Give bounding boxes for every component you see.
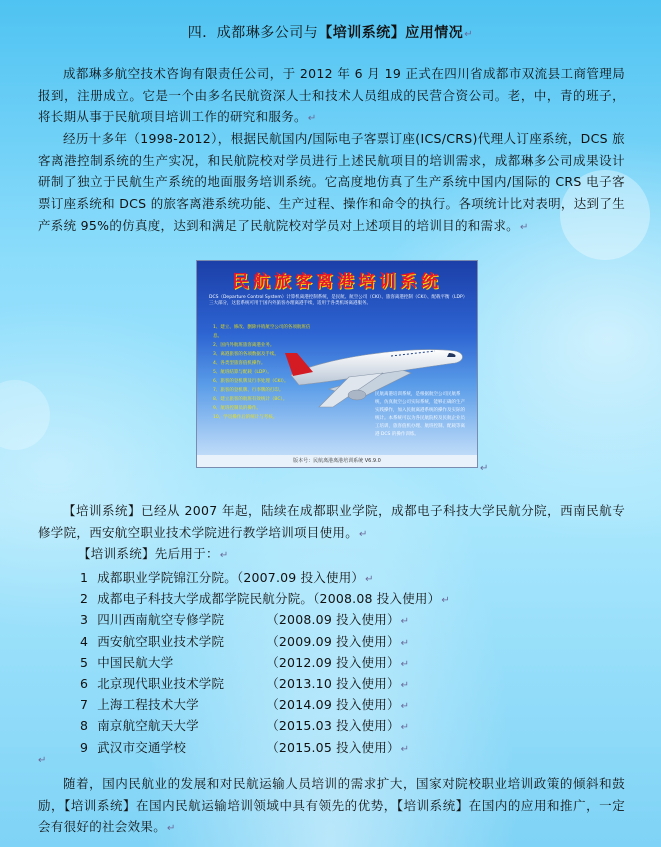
paragraph-mark-icon: ↵ [400,658,410,670]
figure-feature-item: 1、建立、修改、删除并销航空公司的各项航班信息。 [213,325,311,339]
intro-paragraph-2 [38,128,625,239]
list-item [80,673,450,694]
figure-feature-item: 3、离港旅客的各项数据及手续。 [213,352,279,357]
paragraph-mark-icon: ↵ [167,823,176,835]
training-system-screenshot [196,260,478,468]
list-item-institution: 中国民航大学 [97,654,174,670]
list-item-number: 6 [80,675,89,691]
closing-paragraph [38,773,625,840]
intro-paragraph-2-text: 经历十多年（1998-2012），根据民航国内/国际电子客票订座(ICS/CRS)代理人订座系统，DCS 旅客离港控制系统的生产实况，和民航院校对学员进行上述民航项目的培训需求，成都琳多公司成果设计研制了独立于民航生产系统的地面服务培训系统。它高度地仿真了生产系统中国内/国际的 CRS 电子客票订座系统和 DCS 的旅客离港系统功能、生产过程、操作和命令的执行。各项统计比对表明，达到了生产系统 95%的仿真度，达到和满足了民航院校对学员对上述项目的培训目的和需求。 [38,131,625,233]
paragraph-mark-icon: ↵ [464,29,474,40]
list-item [80,652,450,673]
figure-feature-item: 5、航班结算与配载（LDP）。 [213,370,272,375]
list-item [80,737,450,758]
list-item [80,567,450,588]
list-item-number: 5 [80,654,89,670]
figure-title: 民航旅客离港培训系统 [232,272,442,292]
usage-intro-paragraph [38,500,625,545]
list-item-date: （2014.09 投入使用） [266,697,400,713]
paragraph-mark-icon: ↵ [400,616,410,628]
figure-feature-item: 9、航班控制员的操作。 [213,406,261,411]
list-item-institution: 四川西南航空专修学院 [97,612,225,628]
paragraph-mark-icon: ↵ [359,528,368,540]
usage-list [80,567,450,758]
figure-feature-list [213,323,315,422]
list-item [80,631,450,652]
closing-text: 随着，国内民航业的发展和对民航运输人员培训的需求扩大，国家对院校职业培训政策的倾斜和鼓励，【培训系统】在国内民航运输培训领域中具有领先的优势，【培训系统】在国内的应用和推广，一定会有很好的社会效果。 [38,776,625,835]
list-item-date: （2015.03 投入使用） [266,718,400,734]
paragraph-mark-icon: ↵ [219,550,229,561]
list-item-number: 3 [80,612,89,628]
list-item-date: （2008.08 投入使用） [313,591,441,607]
paragraph-mark-icon: ↵ [441,595,450,607]
paragraph-mark-icon: ↵ [400,701,410,713]
list-item-date: （2007.09 投入使用） [236,570,365,585]
list-item-institution: 成都电子科技大学成都学院民航分院。 [97,591,314,607]
list-item-date: （2008.09 投入使用） [266,612,400,628]
intro-paragraph-1-text: 成都琳多航空技术咨询有限责任公司，于 2012 年 6 月 19 正式在四川省成都市双流县工商管理局报到，注册成立。它是一个由多名民航资深人士和技术人员组成的民营合资公司。老，中，青的班子，将长期从事于民航项目培训工作的研究和服务。 [38,66,625,125]
paragraph-mark-icon: ↵ [365,574,374,585]
list-item-institution: 成都职业学院锦江分院。 [97,570,237,585]
figure-feature-item: 2、国内外航班旅客离港业务。 [213,343,275,348]
paragraph-mark-icon: ↵ [307,113,317,125]
list-item-institution: 北京现代职业技术学院 [97,675,225,691]
figure-feature-item: 4、各类型旅客值机操作。 [213,361,266,366]
list-item [80,609,450,630]
figure-feature-item: 8、建立旅客的航班有效统计（BC）。 [213,397,288,402]
paragraph-mark-icon: ↵ [480,463,489,474]
page-title [0,22,661,42]
figure-description-text: 民航离港培训系统，是根据航空公司民航系统，仿真航空公司实际系统，能够正确的生产实践操作，加入民航离港系统的操作及实际的统计。本系统可以为各民航院校及民航企业员工培训，旅客值机办理、航班控制、配载等离港 DCS 的操作训练。 [375,392,465,437]
figure-footer: 版本号：民航离港离港培训系统 V6.9.0 [197,455,477,467]
list-item-number: 8 [80,718,89,734]
list-item-number: 9 [80,739,89,755]
usage-lead [78,543,625,567]
paragraph-mark-icon: ↵ [519,221,529,233]
title-bold: 【培训系统】应用情况 [318,25,464,41]
figure-feature-item: 7、旅客的登机牌、行李牌的打印。 [213,388,284,393]
list-item-number: 7 [80,697,89,713]
list-item-date: （2013.10 投入使用） [266,675,400,691]
list-item-institution: 武汉市交通学校 [97,739,187,755]
usage-intro-text: 【培训系统】已经从 2007 年起，陆续在成都职业学院，成都电子科技大学民航分院，西南民航专修学院，西安航空职业技术学院进行教学培训项目使用。 [38,503,625,540]
list-item-date: （2009.09 投入使用） [266,633,400,649]
list-item [80,715,450,736]
list-item-date: （2012.09 投入使用） [266,654,400,670]
title-prefix: 四．成都琳多公司与 [187,25,319,41]
figure-feature-item: 10、学员操作后的统计与考核。 [213,415,278,420]
list-item-number: 4 [80,633,89,649]
list-item-institution: 南京航空航天大学 [97,718,199,734]
list-item-institution: 上海工程技术大学 [97,697,199,713]
list-item-date: （2015.05 投入使用） [266,739,400,755]
paragraph-mark-icon: ↵ [400,637,410,649]
list-item-institution: 西安航空职业技术学院 [97,633,225,649]
paragraph-mark-icon: ↵ [400,722,410,734]
intro-paragraph-1 [38,63,625,130]
list-item [80,588,450,609]
list-item-number: 2 [80,591,89,607]
paragraph-mark-icon: ↵ [38,755,47,766]
paragraph-mark-icon: ↵ [400,743,410,755]
figure-intro-text: DCS（Departure Control System）计算机离港控制系统，是民航、航空公司（CKI）、旅客离港控制（CKI）、配载平衡（LDP）三大部分，这套系统可用于国内外旅客办理离港手续，适用于各类机场离港服务。 [209,295,465,306]
figure-feature-item: 6、旅客的登机牌及行李处理（CKI）。 [213,379,289,384]
list-item [80,694,450,715]
usage-lead-text: 【培训系统】先后用于： [78,546,219,561]
paragraph-mark-icon: ↵ [400,679,410,691]
list-item-number: 1 [80,570,89,585]
